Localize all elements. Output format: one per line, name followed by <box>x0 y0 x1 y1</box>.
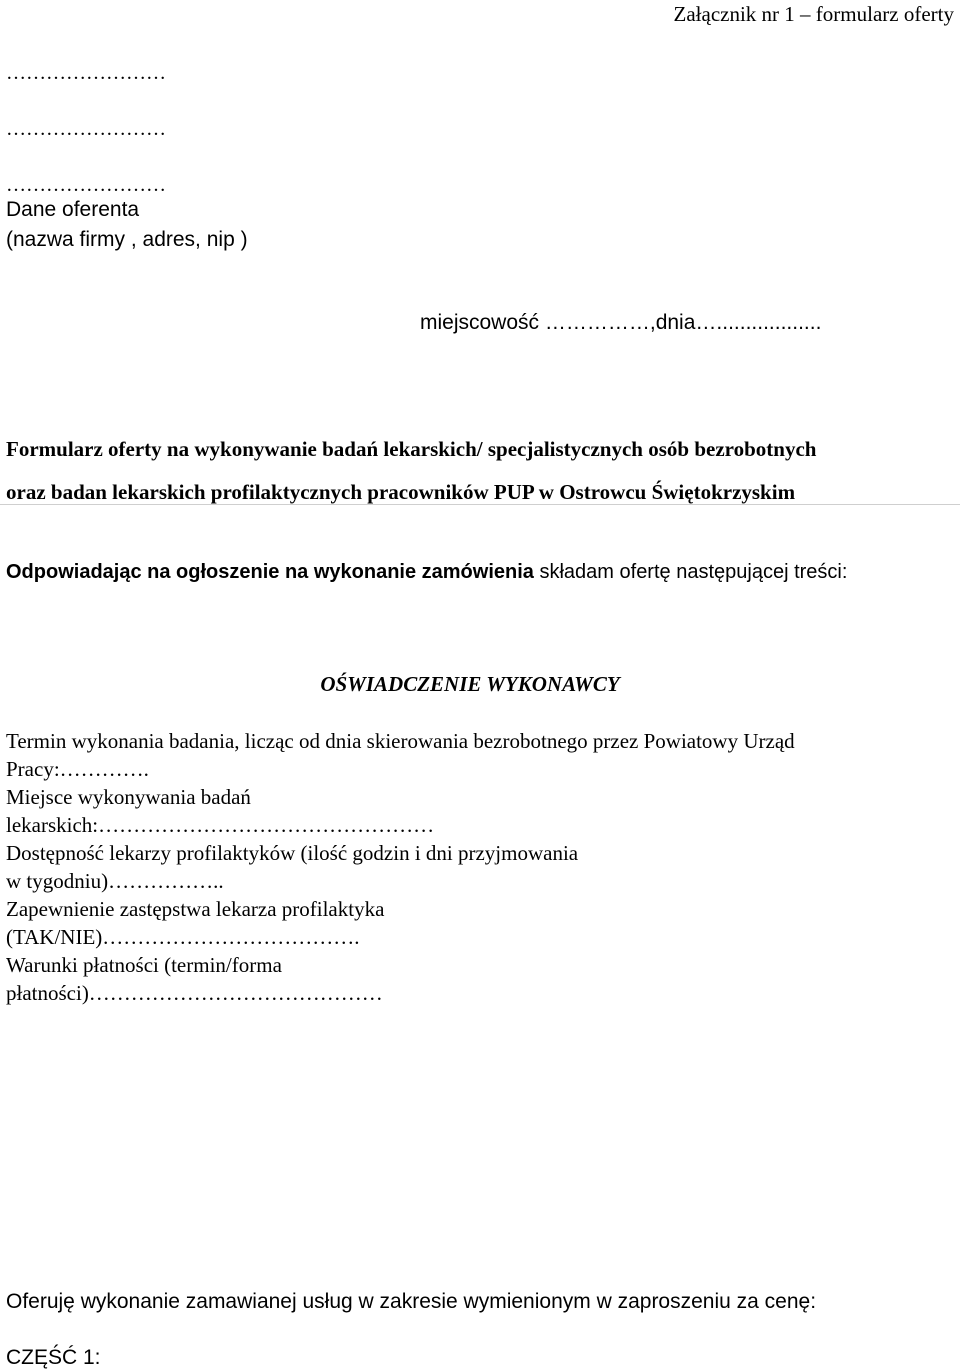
field-substitute-label: Zapewnienie zastępstwa lekarza profilaktyka <box>6 897 385 921</box>
field-place-value: lekarskich:………………………………………… <box>6 813 435 837</box>
form-title-line-1: Formularz oferty na wykonywanie badań lekarskich/ specjalistycznych osób bezrobotnych <box>6 437 817 461</box>
intro-sentence <box>6 558 847 586</box>
intro-normal: składam ofertę następującej treści: <box>533 561 848 583</box>
annex-header: Załącznik nr 1 – formularz oferty <box>673 2 954 26</box>
offeror-dots-line-3: …………………… <box>6 174 166 196</box>
place-date-line: miejscowość ……………,dnia….................. <box>420 311 822 334</box>
offeror-dots-line-1: …………………… <box>6 62 166 84</box>
field-substitute-value: (TAK/NIE)………………………………. <box>6 925 360 949</box>
field-payment-value: płatności)…………………………………… <box>6 981 383 1005</box>
field-term-value: Pracy:…………. <box>6 757 149 781</box>
offeror-sublabel: (nazwa firmy , adres, nip ) <box>6 228 248 251</box>
form-title-line-2: oraz badan lekarskich profilaktycznych pracowników PUP w Ostrowcu Świętokrzyskim <box>6 480 796 504</box>
statement-heading: OŚWIADCZENIE WYKONAWCY <box>320 672 620 696</box>
title-divider <box>0 504 960 505</box>
field-availability-value: w tygodniu)…………….. <box>6 869 224 893</box>
field-place-label: Miejsce wykonywania badań <box>6 785 251 809</box>
field-payment-label: Warunki płatności (termin/forma <box>6 953 282 977</box>
field-availability-label: Dostępność lekarzy profilaktyków (ilość godzin i dni przyjmowania <box>6 841 579 865</box>
offeror-label: Dane oferenta <box>6 198 140 221</box>
offeror-dots-line-2: …………………… <box>6 118 166 140</box>
price-offer-line: Oferuję wykonanie zamawianej usług w zakresie wymienionym w zaproszeniu za cenę: <box>6 1290 817 1313</box>
intro-bold: Odpowiadając na ogłoszenie na wykonanie zamówienia <box>6 561 534 583</box>
part-label: CZĘŚĆ 1: <box>6 1346 101 1369</box>
field-term-label: Termin wykonania badania, licząc od dnia skierowania bezrobotnego przez Powiatowy Urząd <box>6 729 795 753</box>
